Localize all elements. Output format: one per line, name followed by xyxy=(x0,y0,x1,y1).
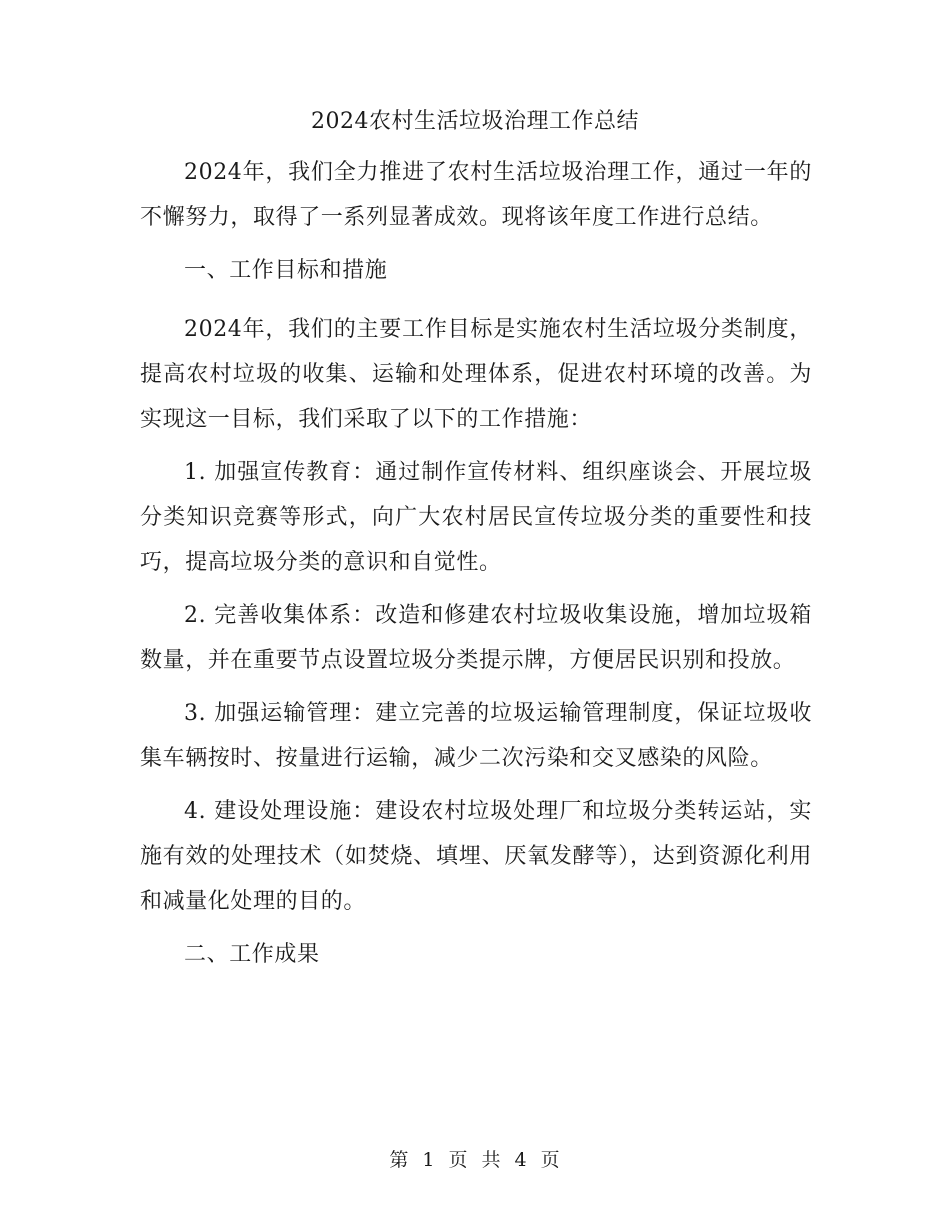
measure-item-3: 3. 加强运输管理：建立完善的垃圾运输管理制度，保证垃圾收集车辆按时、按量进行运输，减少二次污染和交叉感染的风险。 xyxy=(140,701,812,771)
measure-item-1: 1. 加强宣传教育：通过制作宣传材料、组织座谈会、开展垃圾分类知识竞赛等形式，向广大农村居民宣传垃圾分类的重要性和技巧，提高垃圾分类的意识和自觉性。 xyxy=(140,460,812,575)
measure-item-4: 4. 建设处理设施：建设农村垃圾处理厂和垃圾分类转运站，实施有效的处理技术（如焚烧、填埋、厌氧发酵等），达到资源化利用和减量化处理的目的。 xyxy=(140,799,812,914)
intro-paragraph: 2024年，我们全力推进了农村生活垃圾治理工作，通过一年的不懈努力，取得了一系列显著成效。现将该年度工作进行总结。 xyxy=(140,160,812,230)
page-footer: 第 1 页 共 4 页 xyxy=(389,1149,561,1171)
measure-item-2: 2. 完善收集体系：改造和修建农村垃圾收集设施，增加垃圾箱数量，并在重要节点设置垃圾分类提示牌，方便居民识别和投放。 xyxy=(140,603,812,673)
document-title: 2024农村生活垃圾治理工作总结 xyxy=(311,109,639,134)
section-heading-goals: 一、工作目标和措施 xyxy=(184,258,388,283)
goals-paragraph: 2024年，我们的主要工作目标是实施农村生活垃圾分类制度，提高农村垃圾的收集、运输和处理体系，促进农村环境的改善。为实现这一目标，我们采取了以下的工作措施： xyxy=(140,317,812,432)
document-body xyxy=(140,150,812,991)
section-heading-results: 二、工作成果 xyxy=(184,942,320,967)
